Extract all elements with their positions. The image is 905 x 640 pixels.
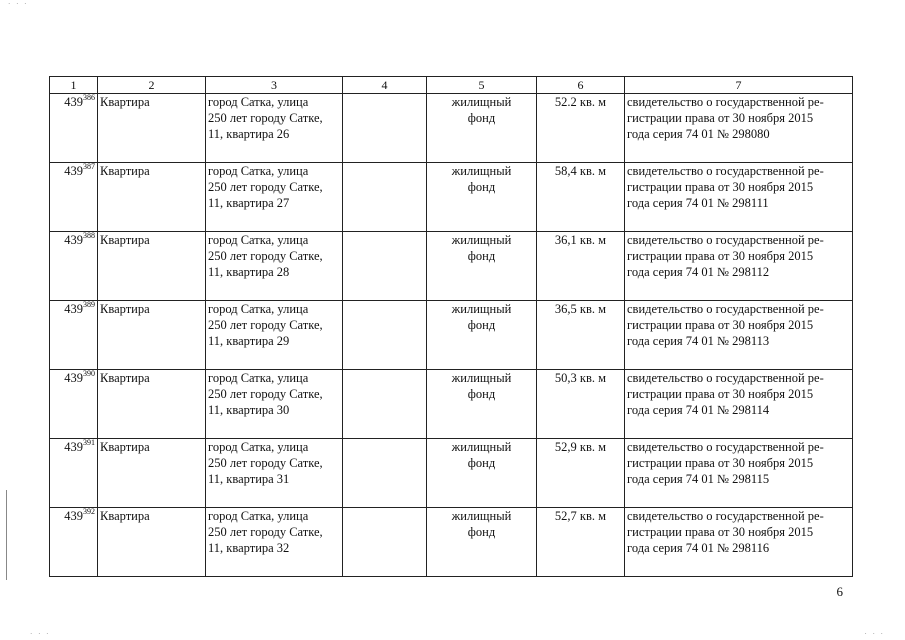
fund-type (427, 439, 537, 508)
object-type: Квартира (98, 301, 206, 370)
row-number-sup: 388 (83, 231, 95, 240)
text-line: свидетельство о государственной ре- (627, 371, 824, 385)
row-number-sup: 391 (83, 438, 95, 447)
object-type: Квартира (98, 370, 206, 439)
header-row (50, 77, 853, 94)
row-number (50, 301, 98, 370)
text-line: года серия 74 01 № 298112 (627, 265, 770, 279)
table-row (50, 163, 853, 232)
row-number-sup: 386 (83, 93, 95, 102)
column-header: 2 (98, 77, 206, 94)
object-type: Квартира (98, 163, 206, 232)
object-address (206, 439, 343, 508)
column-header: 7 (625, 77, 853, 94)
text-line: фонд (467, 249, 496, 263)
table-row (50, 94, 853, 163)
text-line: 250 лет городу Сатке, (208, 249, 323, 263)
text-line: свидетельство о государственной ре- (627, 233, 824, 247)
scan-artifact: · · · (8, 0, 29, 8)
fund-type (427, 163, 537, 232)
row-number-main: 439 (64, 509, 83, 523)
text-line: фонд (467, 456, 496, 470)
text-line: жилищный (451, 302, 512, 316)
row-number (50, 439, 98, 508)
text-line: гистрации права от 30 ноября 2015 (627, 525, 814, 539)
text-line: 250 лет городу Сатке, (208, 387, 323, 401)
object-type: Квартира (98, 439, 206, 508)
text-line: жилищный (451, 509, 512, 523)
table-row (50, 508, 853, 577)
text-line: жилищный (451, 164, 512, 178)
table-row (50, 439, 853, 508)
registration-certificate (625, 370, 853, 439)
text-line: 11, квартира 29 (208, 334, 290, 348)
text-line: свидетельство о государственной ре- (627, 302, 824, 316)
row-number (50, 232, 98, 301)
object-address (206, 94, 343, 163)
text-line: гистрации права от 30 ноября 2015 (627, 180, 814, 194)
fund-type (427, 94, 537, 163)
text-line: фонд (467, 180, 496, 194)
object-area: 52.2 кв. м (537, 94, 625, 163)
row-number-main: 439 (64, 164, 83, 178)
registration-certificate (625, 94, 853, 163)
row-number (50, 94, 98, 163)
text-line: город Сатка, улица (208, 233, 309, 247)
column-4-cell (343, 163, 427, 232)
text-line: года серия 74 01 № 298111 (627, 196, 769, 210)
object-area: 36,5 кв. м (537, 301, 625, 370)
object-area: 52,9 кв. м (537, 439, 625, 508)
text-line: 250 лет городу Сатке, (208, 180, 323, 194)
text-line: 11, квартира 26 (208, 127, 290, 141)
text-line: 250 лет городу Сатке, (208, 525, 323, 539)
object-address (206, 163, 343, 232)
registration-certificate (625, 439, 853, 508)
column-header: 5 (427, 77, 537, 94)
text-line: 250 лет городу Сатке, (208, 111, 323, 125)
object-area: 58,4 кв. м (537, 163, 625, 232)
registration-certificate (625, 301, 853, 370)
text-line: 11, квартира 30 (208, 403, 290, 417)
text-line: гистрации права от 30 ноября 2015 (627, 111, 814, 125)
text-line: 250 лет городу Сатке, (208, 456, 323, 470)
text-line: гистрации права от 30 ноября 2015 (627, 456, 814, 470)
row-number-main: 439 (64, 302, 83, 316)
column-header: 3 (206, 77, 343, 94)
row-number (50, 163, 98, 232)
text-line: жилищный (451, 95, 512, 109)
text-line: свидетельство о государственной ре- (627, 95, 824, 109)
text-line: 11, квартира 28 (208, 265, 290, 279)
fund-type (427, 301, 537, 370)
text-line: года серия 74 01 № 298116 (627, 541, 770, 555)
column-4-cell (343, 232, 427, 301)
text-line: жилищный (451, 233, 512, 247)
registration-certificate (625, 163, 853, 232)
row-number-sup: 390 (83, 369, 95, 378)
text-line: года серия 74 01 № 298115 (627, 472, 770, 486)
text-line: свидетельство о государственной ре- (627, 440, 824, 454)
row-number-sup: 389 (83, 300, 95, 309)
column-4-cell (343, 508, 427, 577)
row-number-main: 439 (64, 233, 83, 247)
text-line: город Сатка, улица (208, 302, 309, 316)
object-type: Квартира (98, 508, 206, 577)
row-number-sup: 387 (83, 162, 95, 171)
object-type: Квартира (98, 94, 206, 163)
object-area: 50,3 кв. м (537, 370, 625, 439)
table-row (50, 301, 853, 370)
object-address (206, 508, 343, 577)
registration-certificate (625, 232, 853, 301)
text-line: город Сатка, улица (208, 371, 309, 385)
column-header: 6 (537, 77, 625, 94)
row-number-sup: 392 (83, 507, 95, 516)
column-4-cell (343, 301, 427, 370)
page-edge-line (6, 490, 7, 580)
row-number (50, 508, 98, 577)
scan-artifact: · · · (864, 630, 885, 638)
text-line: 11, квартира 27 (208, 196, 290, 210)
text-line: фонд (467, 318, 496, 332)
scan-artifact: · · · (30, 630, 51, 638)
text-line: фонд (467, 387, 496, 401)
column-header: 1 (50, 77, 98, 94)
text-line: фонд (467, 525, 496, 539)
registry-table (49, 76, 853, 577)
object-address (206, 370, 343, 439)
table-row (50, 232, 853, 301)
object-area: 52,7 кв. м (537, 508, 625, 577)
column-header: 4 (343, 77, 427, 94)
fund-type (427, 508, 537, 577)
fund-type (427, 232, 537, 301)
text-line: жилищный (451, 440, 512, 454)
text-line: года серия 74 01 № 298114 (627, 403, 770, 417)
object-address (206, 301, 343, 370)
text-line: город Сатка, улица (208, 509, 309, 523)
text-line: жилищный (451, 371, 512, 385)
table-row (50, 370, 853, 439)
text-line: гистрации права от 30 ноября 2015 (627, 318, 814, 332)
fund-type (427, 370, 537, 439)
text-line: года серия 74 01 № 298113 (627, 334, 770, 348)
text-line: свидетельство о государственной ре- (627, 164, 824, 178)
text-line: года серия 74 01 № 298080 (627, 127, 770, 141)
text-line: город Сатка, улица (208, 95, 309, 109)
text-line: город Сатка, улица (208, 440, 309, 454)
column-4-cell (343, 94, 427, 163)
row-number-main: 439 (64, 440, 83, 454)
object-type: Квартира (98, 232, 206, 301)
text-line: 11, квартира 32 (208, 541, 290, 555)
column-4-cell (343, 370, 427, 439)
column-4-cell (343, 439, 427, 508)
page-number: 6 (836, 584, 843, 599)
text-line: свидетельство о государственной ре- (627, 509, 824, 523)
text-line: 250 лет городу Сатке, (208, 318, 323, 332)
row-number-main: 439 (64, 371, 83, 385)
text-line: 11, квартира 31 (208, 472, 290, 486)
text-line: гистрации права от 30 ноября 2015 (627, 387, 814, 401)
text-line: фонд (467, 111, 496, 125)
object-area: 36,1 кв. м (537, 232, 625, 301)
text-line: гистрации права от 30 ноября 2015 (627, 249, 814, 263)
text-line: город Сатка, улица (208, 164, 309, 178)
registration-certificate (625, 508, 853, 577)
object-address (206, 232, 343, 301)
row-number-main: 439 (64, 95, 83, 109)
row-number (50, 370, 98, 439)
